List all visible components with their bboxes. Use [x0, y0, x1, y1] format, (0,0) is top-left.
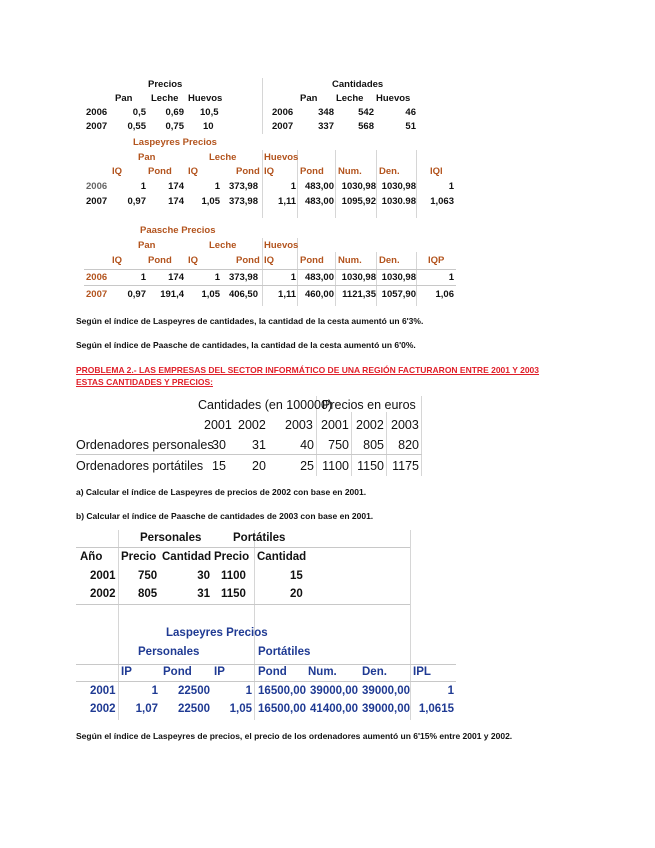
value-cell: 805: [138, 588, 158, 600]
value-cell: 1121,35: [342, 289, 376, 300]
question-b: b) Calcular el índice de Paasche de cantidades de 2003 con base en 2001.: [76, 511, 374, 521]
value-cell: 1100: [322, 459, 349, 473]
col-header: Den.: [362, 666, 387, 678]
value-cell: 30: [197, 570, 210, 582]
row-label: Ordenadores personales: [76, 438, 214, 452]
value-cell: 20: [252, 459, 266, 473]
paragraph-conclusion: Según el índice de Laspeyres de precios, el precio de los ordenadores aumentó un 6'15% entre 2001 y 2002.: [76, 731, 513, 741]
col-header: Pond: [148, 255, 172, 266]
value-cell: 1030,98: [381, 181, 416, 192]
value-cell: 16500,00: [258, 685, 306, 697]
col-header: IQl: [430, 166, 443, 177]
value-cell: 40: [300, 438, 314, 452]
value-cell: 373,98: [228, 181, 258, 192]
col-header: IP: [121, 666, 132, 678]
value-cell: 174: [168, 272, 184, 283]
header-huevos: Huevos: [376, 93, 411, 104]
value-cell: 337: [318, 121, 334, 132]
value-cell: 542: [358, 107, 374, 118]
value-cell: 31: [252, 438, 266, 452]
value-cell: 15: [290, 570, 303, 582]
portatiles-title: Portátiles: [233, 532, 286, 544]
value-cell: 30: [212, 438, 226, 452]
col-header: IQP: [428, 255, 445, 266]
ano-header: Año: [80, 551, 103, 563]
value-cell: 0,97: [127, 196, 146, 207]
col-header: Num.: [338, 255, 362, 266]
value-cell: 0,69: [165, 107, 184, 118]
value-cell: 750: [138, 570, 158, 582]
year-header: 2002: [356, 418, 384, 432]
value-cell: 10: [203, 121, 214, 132]
col-header: Num.: [338, 166, 362, 177]
precios-title: Precios: [148, 79, 183, 90]
group-pan: Pan: [138, 240, 156, 251]
value-cell: 1030.98: [381, 196, 416, 207]
col-header: Precio: [121, 551, 157, 563]
col-header: Pond: [300, 166, 324, 177]
paragraph-paasche-result: Según el índice de Paasche de cantidades, la cantidad de la cesta aumentó un 6'0%.: [76, 340, 416, 350]
value-cell: 20: [290, 588, 303, 600]
header-huevos: Huevos: [188, 93, 223, 104]
col-header: IQ: [112, 166, 123, 177]
col-header: IQ: [264, 255, 275, 266]
question-a: a) Calcular el índice de Laspeyres de precios de 2002 con base en 2001.: [76, 487, 367, 497]
value-cell: 1100: [221, 570, 246, 582]
value-cell: 1030,98: [341, 272, 376, 283]
value-cell: 1150: [221, 588, 246, 600]
year-cell: 2002: [90, 703, 116, 715]
col-header: Cantidad: [162, 551, 212, 563]
col-header: Num.: [308, 666, 337, 678]
value-cell: 51: [405, 121, 416, 132]
year-header: 2001: [204, 418, 232, 432]
year-header: 2002: [238, 418, 266, 432]
value-cell: 174: [168, 196, 184, 207]
col-header: Pond: [163, 666, 192, 678]
group-leche: Leche: [209, 152, 237, 163]
value-cell: 16500,00: [258, 703, 306, 715]
value-cell: 191,4: [160, 289, 184, 300]
year-cell: 2006: [86, 272, 108, 283]
value-cell: 373,98: [228, 272, 258, 283]
col-header: Pond: [300, 255, 324, 266]
col-header: Pond: [236, 166, 260, 177]
year-cell: 2006: [86, 107, 108, 118]
value-cell: 483,00: [304, 196, 334, 207]
laspeyres-title: Laspeyres Precios: [133, 137, 217, 148]
col-header: Pond: [148, 166, 172, 177]
value-cell: 1095,92: [341, 196, 376, 207]
col-header: Pond: [258, 666, 287, 678]
col-header: Cantidad: [257, 551, 307, 563]
col-header: IQ: [112, 255, 123, 266]
year-cell: 2006: [272, 107, 294, 118]
year-cell: 2002: [90, 588, 116, 600]
value-cell: 22500: [178, 685, 210, 697]
personales-title: Personales: [140, 532, 202, 544]
problem-title-line1: PROBLEMA 2.- LAS EMPRESAS DEL SECTOR INFORMÁTICO DE UNA REGIÓN FACTURARON ENTRE 2001 Y 2003: [76, 365, 540, 375]
value-cell: 1: [448, 181, 454, 192]
value-cell: 10,5: [200, 107, 219, 118]
col-header: IPL: [413, 666, 431, 678]
header-pan: Pan: [300, 93, 318, 104]
col-header: IP: [214, 666, 225, 678]
value-cell: 750: [328, 438, 349, 452]
value-cell: 568: [358, 121, 374, 132]
value-cell: 39000,00: [362, 685, 410, 697]
value-cell: 1: [448, 272, 454, 283]
value-cell: 805: [363, 438, 384, 452]
year-cell: 2001: [90, 570, 116, 582]
problem-title-line2: ESTAS CANTIDADES Y PRECIOS:: [76, 377, 213, 387]
col-header: Pond: [236, 255, 260, 266]
value-cell: 1: [151, 685, 158, 697]
value-cell: 1150: [357, 459, 384, 473]
paasche-title: Paasche Precios: [140, 225, 216, 236]
value-cell: 1,0615: [418, 703, 454, 715]
year-cell: 2007: [86, 289, 108, 300]
value-cell: 31: [197, 588, 210, 600]
precios-title: Precios en euros: [322, 398, 416, 412]
value-cell: 15: [212, 459, 226, 473]
col-header: IQ: [188, 166, 199, 177]
year-cell: 2006: [86, 181, 108, 192]
value-cell: 0,97: [127, 289, 146, 300]
year-cell: 2001: [90, 685, 116, 697]
value-cell: 1,07: [135, 703, 158, 715]
value-cell: 1,063: [430, 196, 454, 207]
col-header: IQ: [188, 255, 199, 266]
value-cell: 1030,98: [381, 272, 416, 283]
group-leche: Leche: [209, 240, 237, 251]
value-cell: 1: [214, 181, 220, 192]
value-cell: 1,05: [201, 289, 220, 300]
cantidades-title: Cantidades: [332, 79, 384, 90]
value-cell: 1: [214, 272, 220, 283]
value-cell: 39000,00: [362, 703, 410, 715]
value-cell: 1: [290, 181, 296, 192]
group-pan: Pan: [138, 152, 156, 163]
value-cell: 1: [447, 685, 454, 697]
year-cell: 2007: [272, 121, 294, 132]
value-cell: 348: [318, 107, 334, 118]
header-leche: Leche: [336, 93, 364, 104]
value-cell: 1,05: [229, 703, 252, 715]
value-cell: 0,75: [165, 121, 184, 132]
value-cell: 483,00: [304, 272, 334, 283]
value-cell: 373,98: [228, 196, 258, 207]
value-cell: 25: [300, 459, 314, 473]
value-cell: 460,00: [304, 289, 334, 300]
col-header: Den.: [379, 166, 400, 177]
group-portatiles: Portátiles: [258, 646, 311, 658]
value-cell: 0,5: [132, 107, 146, 118]
value-cell: 406,50: [228, 289, 258, 300]
year-header: 2003: [391, 418, 419, 432]
value-cell: 1,11: [278, 196, 296, 207]
paragraph-laspeyres-result: Según el índice de Laspeyres de cantidades, la cantidad de la cesta aumentó un 6'3%.: [76, 316, 424, 326]
year-cell: 2007: [86, 196, 108, 207]
value-cell: 1,05: [201, 196, 220, 207]
year-cell: 2007: [86, 121, 108, 132]
header-pan: Pan: [115, 93, 133, 104]
laspeyres-title: Laspeyres Precios: [166, 627, 268, 639]
group-personales: Personales: [138, 646, 200, 658]
year-header: 2001: [321, 418, 349, 432]
value-cell: 1: [140, 181, 146, 192]
cantidades-title: Cantidades (en 100000): [198, 398, 333, 412]
group-huevos: Huevos: [264, 240, 299, 251]
year-header: 2003: [285, 418, 313, 432]
col-header: IQ: [264, 166, 275, 177]
value-cell: 483,00: [304, 181, 334, 192]
value-cell: 41400,00: [310, 703, 358, 715]
value-cell: 1,06: [435, 289, 454, 300]
col-header: Den.: [379, 255, 400, 266]
col-header: Precio: [214, 551, 250, 563]
value-cell: 1: [290, 272, 296, 283]
value-cell: 1: [140, 272, 146, 283]
value-cell: 174: [168, 181, 184, 192]
value-cell: 1,11: [278, 289, 296, 300]
value-cell: 1057,90: [381, 289, 416, 300]
value-cell: 1175: [392, 459, 419, 473]
group-huevos: Huevos: [264, 152, 299, 163]
value-cell: 1: [245, 685, 252, 697]
value-cell: 22500: [178, 703, 210, 715]
header-leche: Leche: [151, 93, 179, 104]
value-cell: 820: [398, 438, 419, 452]
value-cell: 0,55: [127, 121, 146, 132]
value-cell: 1030,98: [341, 181, 376, 192]
value-cell: 46: [405, 107, 416, 118]
row-label: Ordenadores portátiles: [76, 459, 204, 473]
value-cell: 39000,00: [310, 685, 358, 697]
